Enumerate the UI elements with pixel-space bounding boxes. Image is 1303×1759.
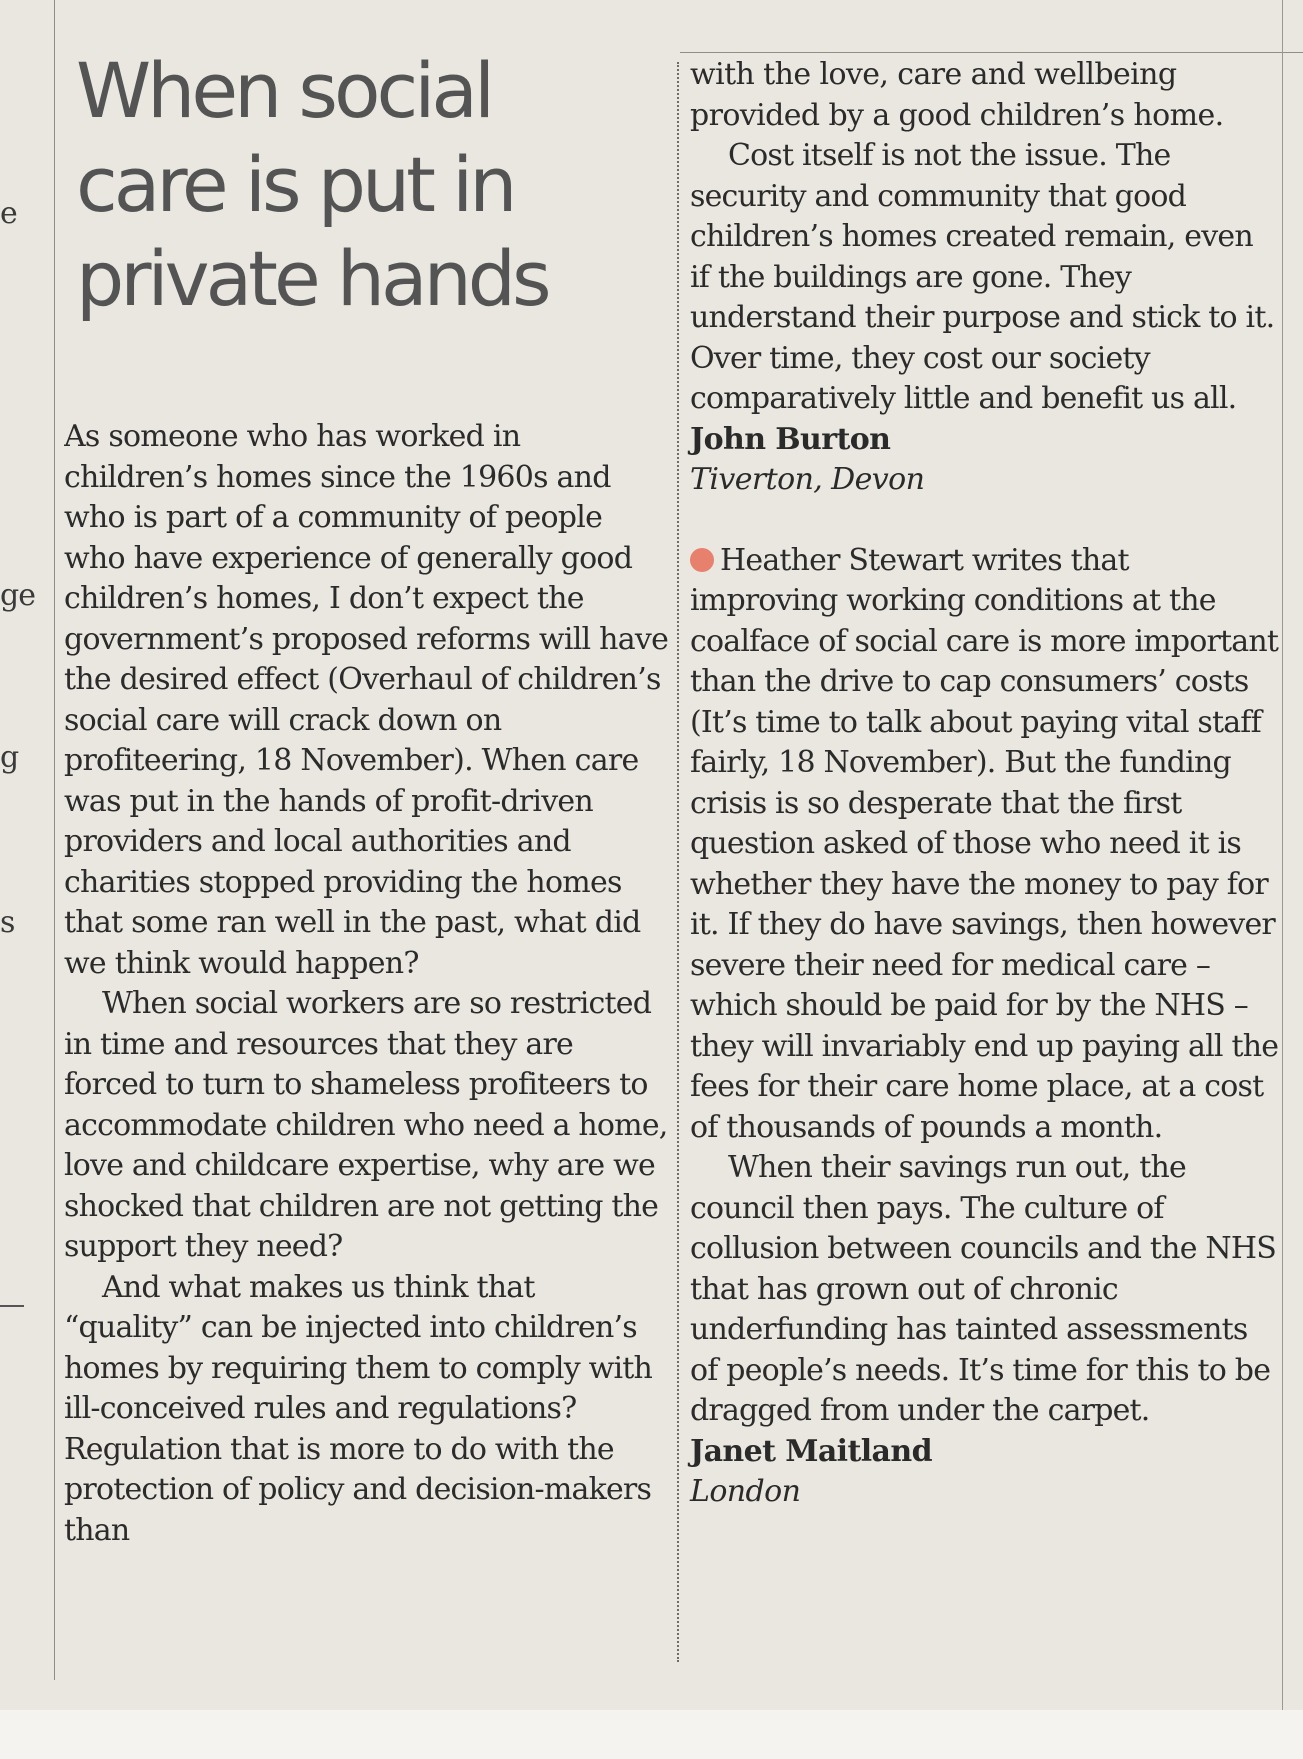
- page-edge-rule: [1282, 0, 1283, 1710]
- article-headline: When social care is put in private hands: [76, 46, 548, 323]
- adjacent-column-fragment: ge: [0, 578, 35, 613]
- letter-paragraph: As someone who has worked in children’s homes since the 1960s and who is part of a community of people who have experience of generally good children’s homes, I don’t expect the government’s proposed reforms will have the desired effect (Overhaul of children’s social care will crack down on profiteering, 18 November). When care was put in the hands of profit-driven providers and local authorities and charities stopped providing the homes that some ran well in the past, what did we think would happen?: [64, 419, 669, 981]
- letter-author-location: London: [690, 1474, 801, 1509]
- letter-paragraph: Cost itself is not the issue. The security and community that good children’s homes created remain, even if the buildings are gone. They understand their purpose and stick to it. Over time, they cost our society comparatively little and benefit us all.: [690, 138, 1275, 416]
- letter-column-right: [690, 55, 1280, 1513]
- letter-column-left: [64, 417, 670, 1551]
- letter-paragraph: When social workers are so restricted in time and resources that they are forced to turn to shameless profiteers to accommodate children who need a home, love and childcare expertise, why are we shocked that children are not getting the support they need?: [64, 986, 668, 1264]
- scan-margin: [0, 1710, 1303, 1759]
- letter-author-location: Tiverton, Devon: [690, 462, 925, 497]
- letter-paragraph: When their savings run out, the council then pays. The culture of collusion between councils and the NHS that has grown out of chronic underfunding has tainted assessments of people’s needs. It’s time for this to be dragged from under the carpet.: [690, 1150, 1276, 1428]
- adjacent-column-fragment: g: [0, 740, 19, 775]
- adjacent-column-fragment: s: [0, 905, 15, 940]
- column-top-rule: [680, 52, 1303, 53]
- column-rule-left: [54, 0, 55, 1680]
- adjacent-column-fragment: e: [0, 196, 17, 231]
- column-divider-dotted: [677, 62, 679, 1662]
- letter-paragraph: [690, 541, 1280, 1149]
- letter-paragraph: And what makes us think that “quality” can be injected into children’s homes by requiring them to comply with ill-conceived rules and regulations? Regulation that is more to do with the protection of policy and decision-makers than: [64, 1269, 653, 1548]
- letter-author: John Burton: [690, 421, 891, 457]
- letter-separator: [690, 501, 1280, 541]
- letter-paragraph-text: Heather Stewart writes that improving working conditions at the coalface of social care is more important than the drive to cap consumers’ costs (It’s time to talk about paying vital staff fairly, 18 November). But the funding crisis is so desperate that the first question asked of those who need it is whether they have the money to pay for it. If they do have savings, then however severe their need for medical care – which should be paid for by the NHS – they will invariably end up paying all the fees for their care home place, at a cost of thousands of pounds a month.: [690, 542, 1279, 1145]
- letter-paragraph-continued: with the love, care and wellbeing provided by a good children’s home.: [690, 57, 1224, 133]
- adjacent-column-rule: [0, 1305, 24, 1307]
- bullet-dot-icon: [690, 548, 714, 572]
- letter-author: Janet Maitland: [690, 1433, 932, 1469]
